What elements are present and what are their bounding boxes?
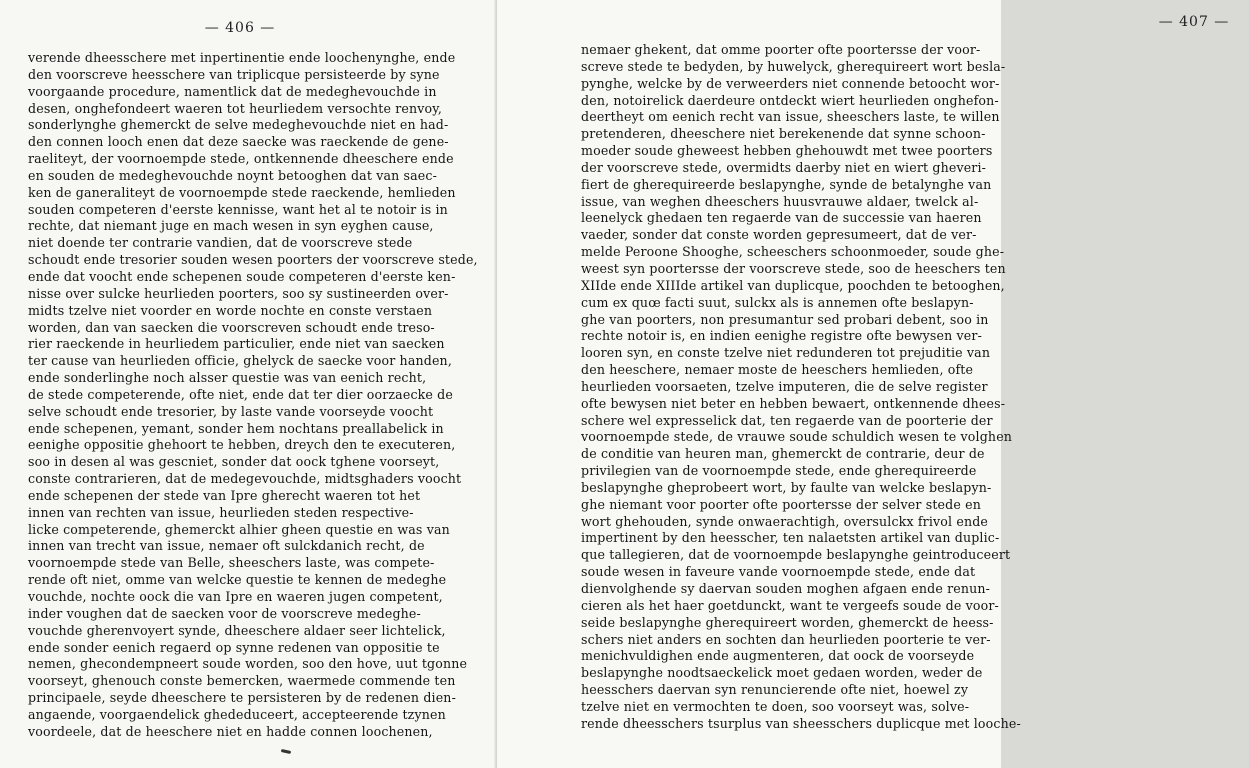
text-line: den heeschere, nemaer moste de heeschers hemlieden, ofte xyxy=(581,362,974,378)
text-line: looren syn, en conste tzelve niet redunderen tot prejuditie van xyxy=(581,345,991,361)
text-line: que tallegieren, dat de voornoempde beslapynghe geintroduceert xyxy=(581,547,1011,563)
text-line: impertinent by den heesscher, ten nalaetsten artikel van duplic- xyxy=(581,530,1000,546)
text-line: voornoempde stede van Belle, sheeschers laste, was compete- xyxy=(28,555,435,571)
text-line: ter cause van heurlieden officie, ghelyck de saecke voor handen, xyxy=(28,353,452,369)
text-line: pynghe, welcke by de verweerders niet connende betoocht wor- xyxy=(581,75,1000,91)
text-line: licke competerende, ghemerckt alhier gheen questie en was van xyxy=(28,521,450,537)
text-line: sonderlynghe ghemerckt de selve medeghevouchde niet en had- xyxy=(28,117,449,133)
left-page-number: — 406 — xyxy=(204,20,276,36)
text-line: ghe niemant voor poorter ofte poortersse der selver stede en xyxy=(581,496,981,512)
text-line: conste contrarieren, dat de medegevouchde, midtsghaders voocht xyxy=(28,471,462,487)
text-line: screve stede te bedyden, by huwelyck, gherequireert wort besla- xyxy=(581,58,1006,74)
text-line: soo in desen al was gescniet, sonder dat oock tghene voorseyt, xyxy=(28,454,440,470)
text-line: cum ex quœ facti suut, sulckx als is annemen ofte beslapyn- xyxy=(581,294,974,310)
text-line: beslapynghe noodtsaeckelick moet gedaen worden, weder de xyxy=(581,665,983,681)
text-line: principaele, seyde dheeschere te persisteren by de redenen dien- xyxy=(28,690,456,706)
text-line: inder voughen dat de saecken voor de voorscreve medeghe- xyxy=(28,605,421,621)
text-line: innen van trecht van issue, nemaer oft sulckdanich recht, de xyxy=(28,538,425,554)
right-page xyxy=(497,0,1230,768)
text-line: den voorscreve heesschere van triplicque persisteerde by syne xyxy=(28,66,440,82)
text-line: ende schepenen der stede van Ipre gherecht waeren tot het xyxy=(28,487,421,503)
text-line: vouchde, nochte oock die van Ipre en waeren jugen competent, xyxy=(28,589,443,604)
text-line: dienvolghende sy daervan souden moghen afgaen ende renun- xyxy=(581,581,991,596)
text-line: raeliteyt, der voornoempde stede, ontkennende dheeschere ende xyxy=(28,151,454,167)
text-line: eenighe oppositie ghehoort te hebben, dreych den te executeren, xyxy=(28,437,456,453)
text-line: den, notoirelick daerdeure ontdeckt wiert heurlieden onghefon- xyxy=(581,92,999,108)
text-line: melde Peroone Shooghe, scheeschers schoonmoeder, soude ghe- xyxy=(581,244,1005,260)
text-line: schere wel expresselick dat, ten regaerde van de poorterie der xyxy=(581,412,993,428)
text-line: voordeele, dat de heeschere niet en hadde connen loochenen, xyxy=(28,723,433,739)
text-line: nemen, ghecondempneert soude worden, soo den hove, uut tgonne xyxy=(28,656,468,672)
text-line: privilegien van de voornoempde stede, ende gherequireerde xyxy=(581,463,977,479)
text-line: rechte, dat niemant juge en mach wesen in syn eyghen cause, xyxy=(28,218,434,234)
text-line: vaeder, sonder dat conste worden gepresumeert, dat de ver- xyxy=(581,227,977,243)
text-line: voorseyt, ghenouch conste bemercken, waermede commende ten xyxy=(28,673,456,689)
text-line: angaende, voorgaendelick ghededuceert, accepteerende tzynen xyxy=(28,706,446,722)
text-line: weest syn poortersse der voorscreve stede, soo de heeschers ten xyxy=(581,260,1006,276)
text-line: beslapynghe gheprobeert wort, by faulte van welcke beslapyn- xyxy=(581,479,992,495)
text-line: ken de ganeraliteyt de voornoempde stede raeckende, hemlieden xyxy=(28,184,456,200)
text-line: tzelve niet en vermochten te doen, soo voorseyt was, solve- xyxy=(581,698,970,714)
text-line: vouchde gherenvoyert synde, dheeschere aldaer seer lichtelick, xyxy=(28,622,446,638)
text-line: heurlieden voorsaeten, tzelve imputeren, die de selve register xyxy=(581,378,988,394)
text-line: rende oft niet, omme van welcke questie te kennen de medeghe xyxy=(28,572,447,588)
text-line: niet doende ter contrarie vandien, dat de voorscreve stede xyxy=(28,235,413,251)
text-line: soude wesen in faveure vande voornoempde stede, ende dat xyxy=(581,564,976,580)
left-page-text xyxy=(28,50,478,741)
text-line: XIIde ende XIIIde artikel van duplicque, poochden te betooghen, xyxy=(581,277,1005,293)
text-line: fiert de gherequireerde beslapynghe, synde de betalynghe van xyxy=(581,176,992,192)
text-line: nemaer ghekent, dat omme poorter ofte poortersse der voor- xyxy=(581,42,981,57)
text-line: voornoempde stede, de vrauwe soude schuldich wesen te volghen xyxy=(581,429,1013,445)
text-line: leenelyck ghedaen ten regaerde van de successie van haeren xyxy=(581,210,982,226)
text-line: issue, van weghen dheeschers huusvrauwe aldaer, twelck al- xyxy=(581,193,979,209)
text-line: midts tzelve niet voorder en worde nochte en conste verstaen xyxy=(28,302,433,318)
text-line: innen van rechten van issue, heurlieden steden respective- xyxy=(28,504,414,520)
text-line: deertheyt om eenich recht van issue, sheeschers laste, te willen xyxy=(581,109,1000,125)
text-line: menichvuldighen ende augmenteren, dat oock de voorseyde xyxy=(581,648,975,664)
text-line: voorgaande procedure, namentlick dat de medeghevouchde in xyxy=(28,83,437,99)
text-line: verende dheesschere met inpertinentie ende loochenynghe, ende xyxy=(28,50,456,65)
text-line: schers niet anders en sochten dan heurlieden poorterie te ver- xyxy=(581,631,991,647)
right-page-text xyxy=(581,42,1021,733)
text-line: pretenderen, dheeschere niet berekenende dat synne schoon- xyxy=(581,126,986,142)
text-line: ende schepenen, yemant, sonder hem nochtans preallabelick in xyxy=(28,420,444,436)
text-line: de stede competerende, ofte niet, ende dat ter dier oorzaecke de xyxy=(28,386,453,402)
text-line: den connen looch enen dat deze saecke was raeckende de gene- xyxy=(28,134,449,150)
text-line: ende sonder eenich regaerd op synne redenen van oppositie te xyxy=(28,639,440,655)
text-line: ghe van poorters, non presumantur sed probari debent, soo in xyxy=(581,311,989,327)
text-line: de conditie van heuren man, ghemerckt de contrarie, deur de xyxy=(581,446,985,462)
text-line: schoudt ende tresorier souden wesen poorters der voorscreve stede, xyxy=(28,252,478,268)
text-line: rier raeckende in heurliedem particulier, ende niet van saecken xyxy=(28,336,445,352)
text-line: cieren als het haer goetdunckt, want te vergeefs soude de voor- xyxy=(581,597,999,613)
ink-mark xyxy=(281,749,291,754)
text-line: souden competeren d'eerste kennisse, want het al te notoir is in xyxy=(28,201,448,217)
right-page-number: — 407 — xyxy=(1158,14,1230,30)
text-line: nisse over sulcke heurlieden poorters, soo sy sustineerden over- xyxy=(28,285,449,301)
text-line: desen, onghefondeert waeren tot heurliedem versochte renvoy, xyxy=(28,100,443,116)
text-line: worden, dan van saecken die voorscreven schoudt ende treso- xyxy=(28,319,435,335)
text-line: rende dheesschers tsurplus van sheesschers duplicque met looche- xyxy=(581,715,1021,731)
text-line: ofte bewysen niet beter en hebben bewaert, ontkennende dhees- xyxy=(581,395,1006,411)
text-line: ende sonderlinghe noch alsser questie was van eenich recht, xyxy=(28,370,427,386)
text-line: ende dat voocht ende schepenen soude competeren d'eerste ken- xyxy=(28,268,456,284)
text-line: en souden de medeghevouchde noynt betooghen dat van saec- xyxy=(28,167,438,183)
text-line: rechte notoir is, en indien eenighe registre ofte bewysen ver- xyxy=(581,328,982,344)
left-page xyxy=(0,0,497,768)
text-line: wort ghehouden, synde onwaerachtigh, oversulckx frivol ende xyxy=(581,513,989,529)
text-line: der voorscreve stede, overmidts daerby niet en wiert gheveri- xyxy=(581,159,987,175)
text-line: selve schoudt ende tresorier, by laste vande voorseyde voocht xyxy=(28,403,434,419)
text-line: moeder soude gheweest hebben ghehouwdt met twee poorters xyxy=(581,143,993,159)
text-line: heesschers daervan syn renuncierende ofte niet, hoewel zy xyxy=(581,682,969,698)
text-line: seide beslapynghe gherequireert worden, ghemerckt de heess- xyxy=(581,614,994,630)
